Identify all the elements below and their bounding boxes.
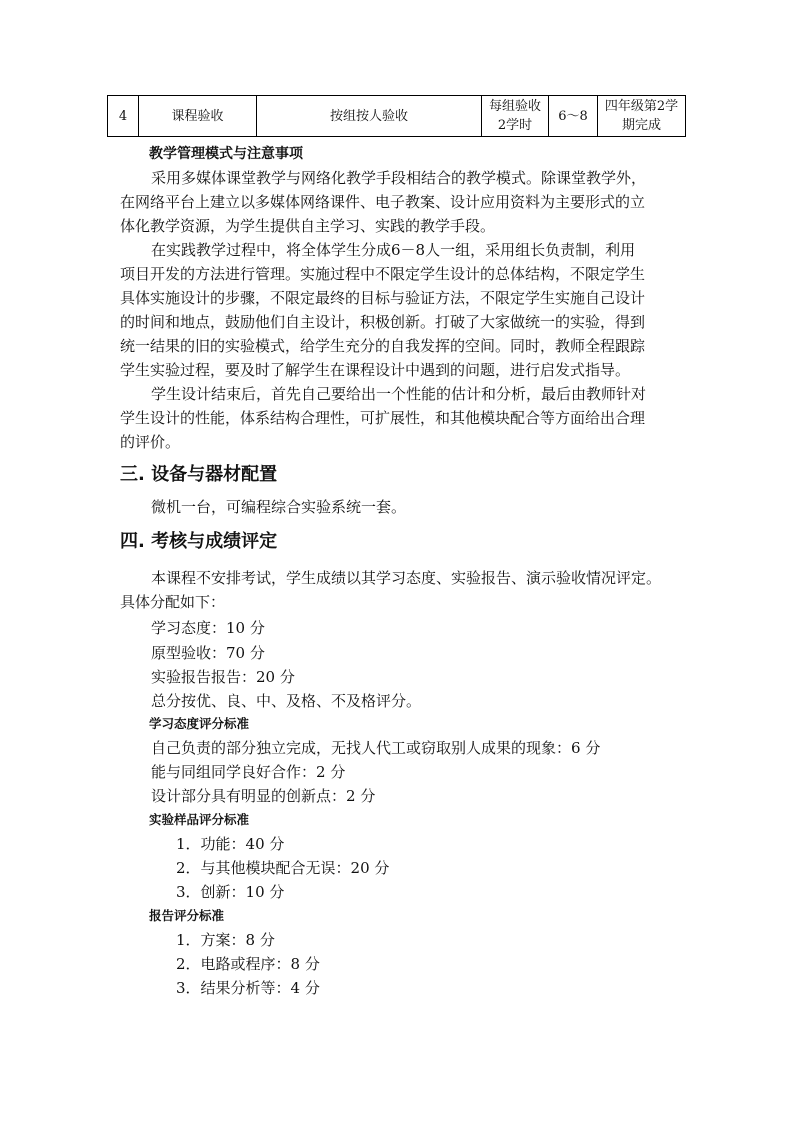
criteria-item: 2．电路或程序：8 分 — [176, 955, 320, 973]
paragraph-line: 的评价。 — [120, 433, 181, 451]
paragraph-line: 统一结果的旧的实验模式，给学生充分的自我发挥的空间。同时，教师全程跟踪 — [120, 337, 646, 355]
paragraph-line: 项目开发的方法进行管理。实施过程中不限定学生设计的总体结构，不限定学生 — [120, 265, 646, 283]
paragraph-line: 学生设计结束后，首先自己要给出一个性能的估计和分析，最后由教师针对 — [151, 385, 647, 403]
criteria-item: 3．结果分析等：4 分 — [176, 979, 320, 997]
paragraph-line: 具体实施设计的步骤，不限定最终的目标与验证方法，不限定学生实施自己设计 — [120, 289, 646, 307]
paragraph-line: 采用多媒体课堂教学与网络化教学手段相结合的教学模式。除课堂教学外， — [151, 169, 647, 187]
criteria-item: 2．与其他模块配合无误：20 分 — [176, 859, 390, 877]
criteria-item: 1．功能：40 分 — [176, 835, 285, 853]
score-item: 原型验收：70 分 — [151, 644, 265, 662]
paragraph-line: 的时间和地点，鼓励他们自主设计，积极创新。打破了大家做统一的实验，得到 — [120, 313, 646, 331]
section3-heading: 三. 设备与器材配置 — [120, 464, 278, 485]
criteria-item: 3．创新：10 分 — [176, 883, 285, 901]
paragraph-line: 体化教学资源，为学生提供自主学习、实践的教学手段。 — [120, 217, 496, 235]
row-number: 4 — [108, 96, 139, 137]
criteria-item: 能与同组同学良好合作：2 分 — [151, 763, 346, 781]
item-content: 按组按人验收 — [257, 96, 482, 137]
hours-line1: 每组验收 — [488, 99, 541, 114]
section3-text: 微机一台，可编程综合实验系统一套。 — [151, 498, 407, 516]
group-size: 6～8 — [549, 96, 598, 137]
term-cell — [598, 96, 686, 137]
report-criteria-title: 报告评分标准 — [149, 908, 225, 923]
paragraph-line: 学生实验过程，要及时了解学生在课程设计中遇到的问题，进行启发式指导。 — [120, 361, 631, 379]
attitude-criteria-title: 学习态度评分标准 — [149, 716, 250, 731]
table-row — [108, 96, 686, 137]
criteria-item: 设计部分具有明显的创新点：2 分 — [151, 787, 376, 805]
section4-intro: 本课程不安排考试，学生成绩以其学习态度、实验报告、演示验收情况评定。 — [151, 569, 662, 587]
criteria-item: 自己负责的部分独立完成，无找人代工或窃取别人成果的现象：6 分 — [151, 739, 601, 757]
score-item: 实验报告报告：20 分 — [151, 668, 295, 686]
section4-heading: 四. 考核与成绩评定 — [120, 531, 278, 552]
sample-criteria-title: 实验样品评分标准 — [149, 812, 250, 827]
teaching-mode-title: 教学管理模式与注意事项 — [149, 146, 303, 162]
hours-line2: 2学时 — [497, 118, 533, 133]
criteria-item: 1．方案：8 分 — [176, 931, 275, 949]
score-item: 学习态度：10 分 — [151, 619, 265, 637]
term-line2: 期完成 — [621, 118, 661, 133]
paragraph-line: 学生设计的性能，体系结构合理性，可扩展性，和其他模块配合等方面给出合理 — [120, 409, 646, 427]
score-item: 总分按优、良、中、及格、不及格评分。 — [151, 692, 422, 710]
item-hours — [482, 96, 549, 137]
paragraph-line: 在网络平台上建立以多媒体网络课件、电子教案、设计应用资料为主要形式的立 — [120, 193, 646, 211]
schedule-table — [107, 95, 686, 137]
term-line1: 四年级第2学 — [604, 99, 679, 114]
paragraph-line: 在实践教学过程中，将全体学生分成6－8人一组，采用组长负责制，利用 — [151, 241, 636, 259]
item-name: 课程验收 — [139, 96, 257, 137]
section4-intro-line2: 具体分配如下： — [120, 593, 226, 611]
